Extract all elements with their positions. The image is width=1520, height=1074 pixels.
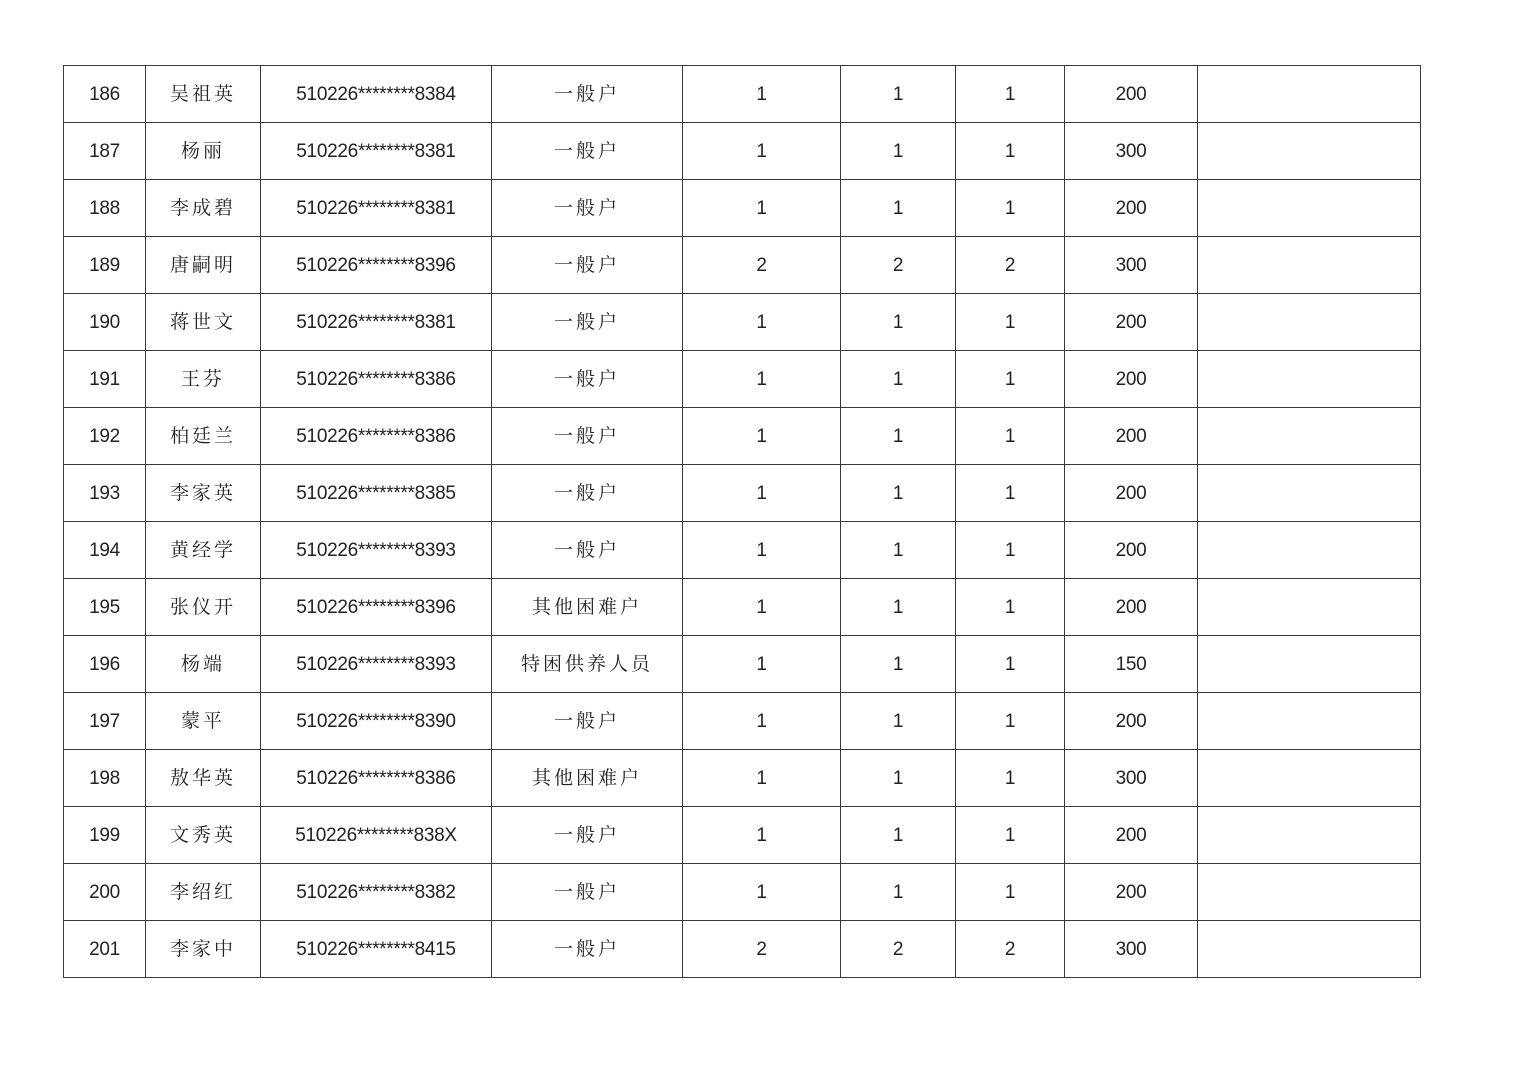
cell-count-2: 2 [841, 237, 956, 294]
cell-id-number: 510226********8396 [261, 579, 492, 636]
cell-count-2: 1 [841, 465, 956, 522]
cell-name: 王芬 [146, 351, 261, 408]
cell-id-number: 510226********8385 [261, 465, 492, 522]
cell-count-3: 1 [956, 66, 1065, 123]
cell-name: 张仪开 [146, 579, 261, 636]
cell-count-1: 1 [683, 636, 841, 693]
cell-remarks [1198, 864, 1421, 921]
cell-count-3: 2 [956, 921, 1065, 978]
cell-amount: 200 [1065, 180, 1198, 237]
cell-count-1: 1 [683, 123, 841, 180]
cell-name: 李家中 [146, 921, 261, 978]
cell-remarks [1198, 180, 1421, 237]
cell-serial-number: 199 [64, 807, 146, 864]
cell-id-number: 510226********8393 [261, 636, 492, 693]
cell-name: 黄经学 [146, 522, 261, 579]
cell-serial-number: 189 [64, 237, 146, 294]
cell-count-3: 1 [956, 294, 1065, 351]
cell-id-number: 510226********8386 [261, 351, 492, 408]
table-row [64, 750, 1421, 807]
cell-count-1: 1 [683, 750, 841, 807]
cell-household-type: 一般户 [492, 123, 683, 180]
cell-remarks [1198, 408, 1421, 465]
cell-serial-number: 198 [64, 750, 146, 807]
table-row [64, 465, 1421, 522]
cell-remarks [1198, 921, 1421, 978]
table-row [64, 66, 1421, 123]
table-row [64, 522, 1421, 579]
cell-count-2: 1 [841, 294, 956, 351]
cell-count-3: 1 [956, 750, 1065, 807]
cell-serial-number: 187 [64, 123, 146, 180]
cell-id-number: 510226********8415 [261, 921, 492, 978]
cell-serial-number: 188 [64, 180, 146, 237]
cell-name: 吴祖英 [146, 66, 261, 123]
cell-count-1: 1 [683, 351, 841, 408]
cell-remarks [1198, 522, 1421, 579]
cell-amount: 150 [1065, 636, 1198, 693]
cell-count-3: 1 [956, 864, 1065, 921]
cell-remarks [1198, 294, 1421, 351]
cell-amount: 200 [1065, 294, 1198, 351]
cell-remarks [1198, 465, 1421, 522]
cell-remarks [1198, 750, 1421, 807]
cell-count-3: 2 [956, 237, 1065, 294]
cell-remarks [1198, 66, 1421, 123]
cell-count-1: 1 [683, 579, 841, 636]
cell-household-type: 一般户 [492, 864, 683, 921]
cell-count-3: 1 [956, 408, 1065, 465]
cell-amount: 200 [1065, 408, 1198, 465]
cell-household-type: 一般户 [492, 66, 683, 123]
cell-count-1: 1 [683, 408, 841, 465]
cell-count-1: 1 [683, 294, 841, 351]
cell-count-3: 1 [956, 465, 1065, 522]
cell-serial-number: 196 [64, 636, 146, 693]
cell-id-number: 510226********8382 [261, 864, 492, 921]
cell-household-type: 一般户 [492, 807, 683, 864]
cell-serial-number: 186 [64, 66, 146, 123]
cell-amount: 200 [1065, 693, 1198, 750]
cell-count-3: 1 [956, 351, 1065, 408]
cell-serial-number: 190 [64, 294, 146, 351]
cell-serial-number: 193 [64, 465, 146, 522]
cell-remarks [1198, 123, 1421, 180]
cell-count-2: 1 [841, 750, 956, 807]
cell-count-1: 1 [683, 807, 841, 864]
cell-amount: 200 [1065, 351, 1198, 408]
cell-count-2: 1 [841, 807, 956, 864]
roster-table [63, 65, 1421, 978]
cell-name: 杨端 [146, 636, 261, 693]
cell-count-3: 1 [956, 636, 1065, 693]
cell-count-2: 1 [841, 579, 956, 636]
cell-household-type: 其他困难户 [492, 750, 683, 807]
cell-count-3: 1 [956, 522, 1065, 579]
cell-id-number: 510226********8396 [261, 237, 492, 294]
cell-count-2: 1 [841, 66, 956, 123]
cell-id-number: 510226********8384 [261, 66, 492, 123]
cell-amount: 300 [1065, 921, 1198, 978]
cell-amount: 200 [1065, 66, 1198, 123]
cell-household-type: 一般户 [492, 465, 683, 522]
cell-count-1: 2 [683, 237, 841, 294]
table-row [64, 294, 1421, 351]
cell-name: 敖华英 [146, 750, 261, 807]
cell-household-type: 一般户 [492, 693, 683, 750]
cell-remarks [1198, 579, 1421, 636]
cell-count-1: 1 [683, 693, 841, 750]
cell-count-3: 1 [956, 123, 1065, 180]
cell-name: 杨丽 [146, 123, 261, 180]
cell-count-1: 1 [683, 864, 841, 921]
cell-household-type: 一般户 [492, 294, 683, 351]
cell-id-number: 510226********8390 [261, 693, 492, 750]
cell-household-type: 其他困难户 [492, 579, 683, 636]
cell-household-type: 特困供养人员 [492, 636, 683, 693]
cell-household-type: 一般户 [492, 408, 683, 465]
cell-name: 蒙平 [146, 693, 261, 750]
cell-count-1: 1 [683, 465, 841, 522]
cell-count-2: 1 [841, 351, 956, 408]
cell-household-type: 一般户 [492, 921, 683, 978]
cell-remarks [1198, 636, 1421, 693]
table-row [64, 864, 1421, 921]
cell-id-number: 510226********8381 [261, 294, 492, 351]
cell-name: 李家英 [146, 465, 261, 522]
cell-amount: 200 [1065, 864, 1198, 921]
table-row [64, 636, 1421, 693]
table-row [64, 180, 1421, 237]
cell-id-number: 510226********8393 [261, 522, 492, 579]
cell-amount: 200 [1065, 465, 1198, 522]
cell-household-type: 一般户 [492, 522, 683, 579]
cell-serial-number: 192 [64, 408, 146, 465]
table-row [64, 807, 1421, 864]
cell-household-type: 一般户 [492, 351, 683, 408]
cell-count-3: 1 [956, 180, 1065, 237]
cell-name: 唐嗣明 [146, 237, 261, 294]
cell-name: 蒋世文 [146, 294, 261, 351]
cell-id-number: 510226********8386 [261, 408, 492, 465]
cell-count-1: 1 [683, 66, 841, 123]
cell-name: 文秀英 [146, 807, 261, 864]
cell-id-number: 510226********8386 [261, 750, 492, 807]
cell-count-1: 2 [683, 921, 841, 978]
cell-count-1: 1 [683, 522, 841, 579]
cell-count-3: 1 [956, 693, 1065, 750]
cell-amount: 300 [1065, 123, 1198, 180]
cell-remarks [1198, 237, 1421, 294]
table-row [64, 579, 1421, 636]
cell-amount: 300 [1065, 750, 1198, 807]
cell-name: 李成碧 [146, 180, 261, 237]
table-row [64, 921, 1421, 978]
cell-serial-number: 201 [64, 921, 146, 978]
table-row [64, 693, 1421, 750]
cell-name: 李绍红 [146, 864, 261, 921]
cell-count-1: 1 [683, 180, 841, 237]
cell-id-number: 510226********8381 [261, 180, 492, 237]
table-row [64, 408, 1421, 465]
cell-amount: 200 [1065, 807, 1198, 864]
cell-serial-number: 200 [64, 864, 146, 921]
cell-serial-number: 191 [64, 351, 146, 408]
cell-count-2: 1 [841, 693, 956, 750]
table-row [64, 351, 1421, 408]
cell-id-number: 510226********838X [261, 807, 492, 864]
table-row [64, 123, 1421, 180]
cell-household-type: 一般户 [492, 180, 683, 237]
cell-count-2: 2 [841, 921, 956, 978]
cell-count-3: 1 [956, 579, 1065, 636]
table-body [64, 66, 1421, 978]
cell-id-number: 510226********8381 [261, 123, 492, 180]
cell-amount: 200 [1065, 579, 1198, 636]
cell-serial-number: 194 [64, 522, 146, 579]
cell-count-2: 1 [841, 123, 956, 180]
cell-count-2: 1 [841, 408, 956, 465]
cell-amount: 200 [1065, 522, 1198, 579]
cell-remarks [1198, 351, 1421, 408]
cell-serial-number: 195 [64, 579, 146, 636]
cell-count-2: 1 [841, 180, 956, 237]
cell-serial-number: 197 [64, 693, 146, 750]
table-row [64, 237, 1421, 294]
cell-name: 柏廷兰 [146, 408, 261, 465]
cell-remarks [1198, 807, 1421, 864]
cell-count-2: 1 [841, 522, 956, 579]
cell-household-type: 一般户 [492, 237, 683, 294]
cell-count-3: 1 [956, 807, 1065, 864]
cell-remarks [1198, 693, 1421, 750]
cell-count-2: 1 [841, 864, 956, 921]
cell-amount: 300 [1065, 237, 1198, 294]
cell-count-2: 1 [841, 636, 956, 693]
